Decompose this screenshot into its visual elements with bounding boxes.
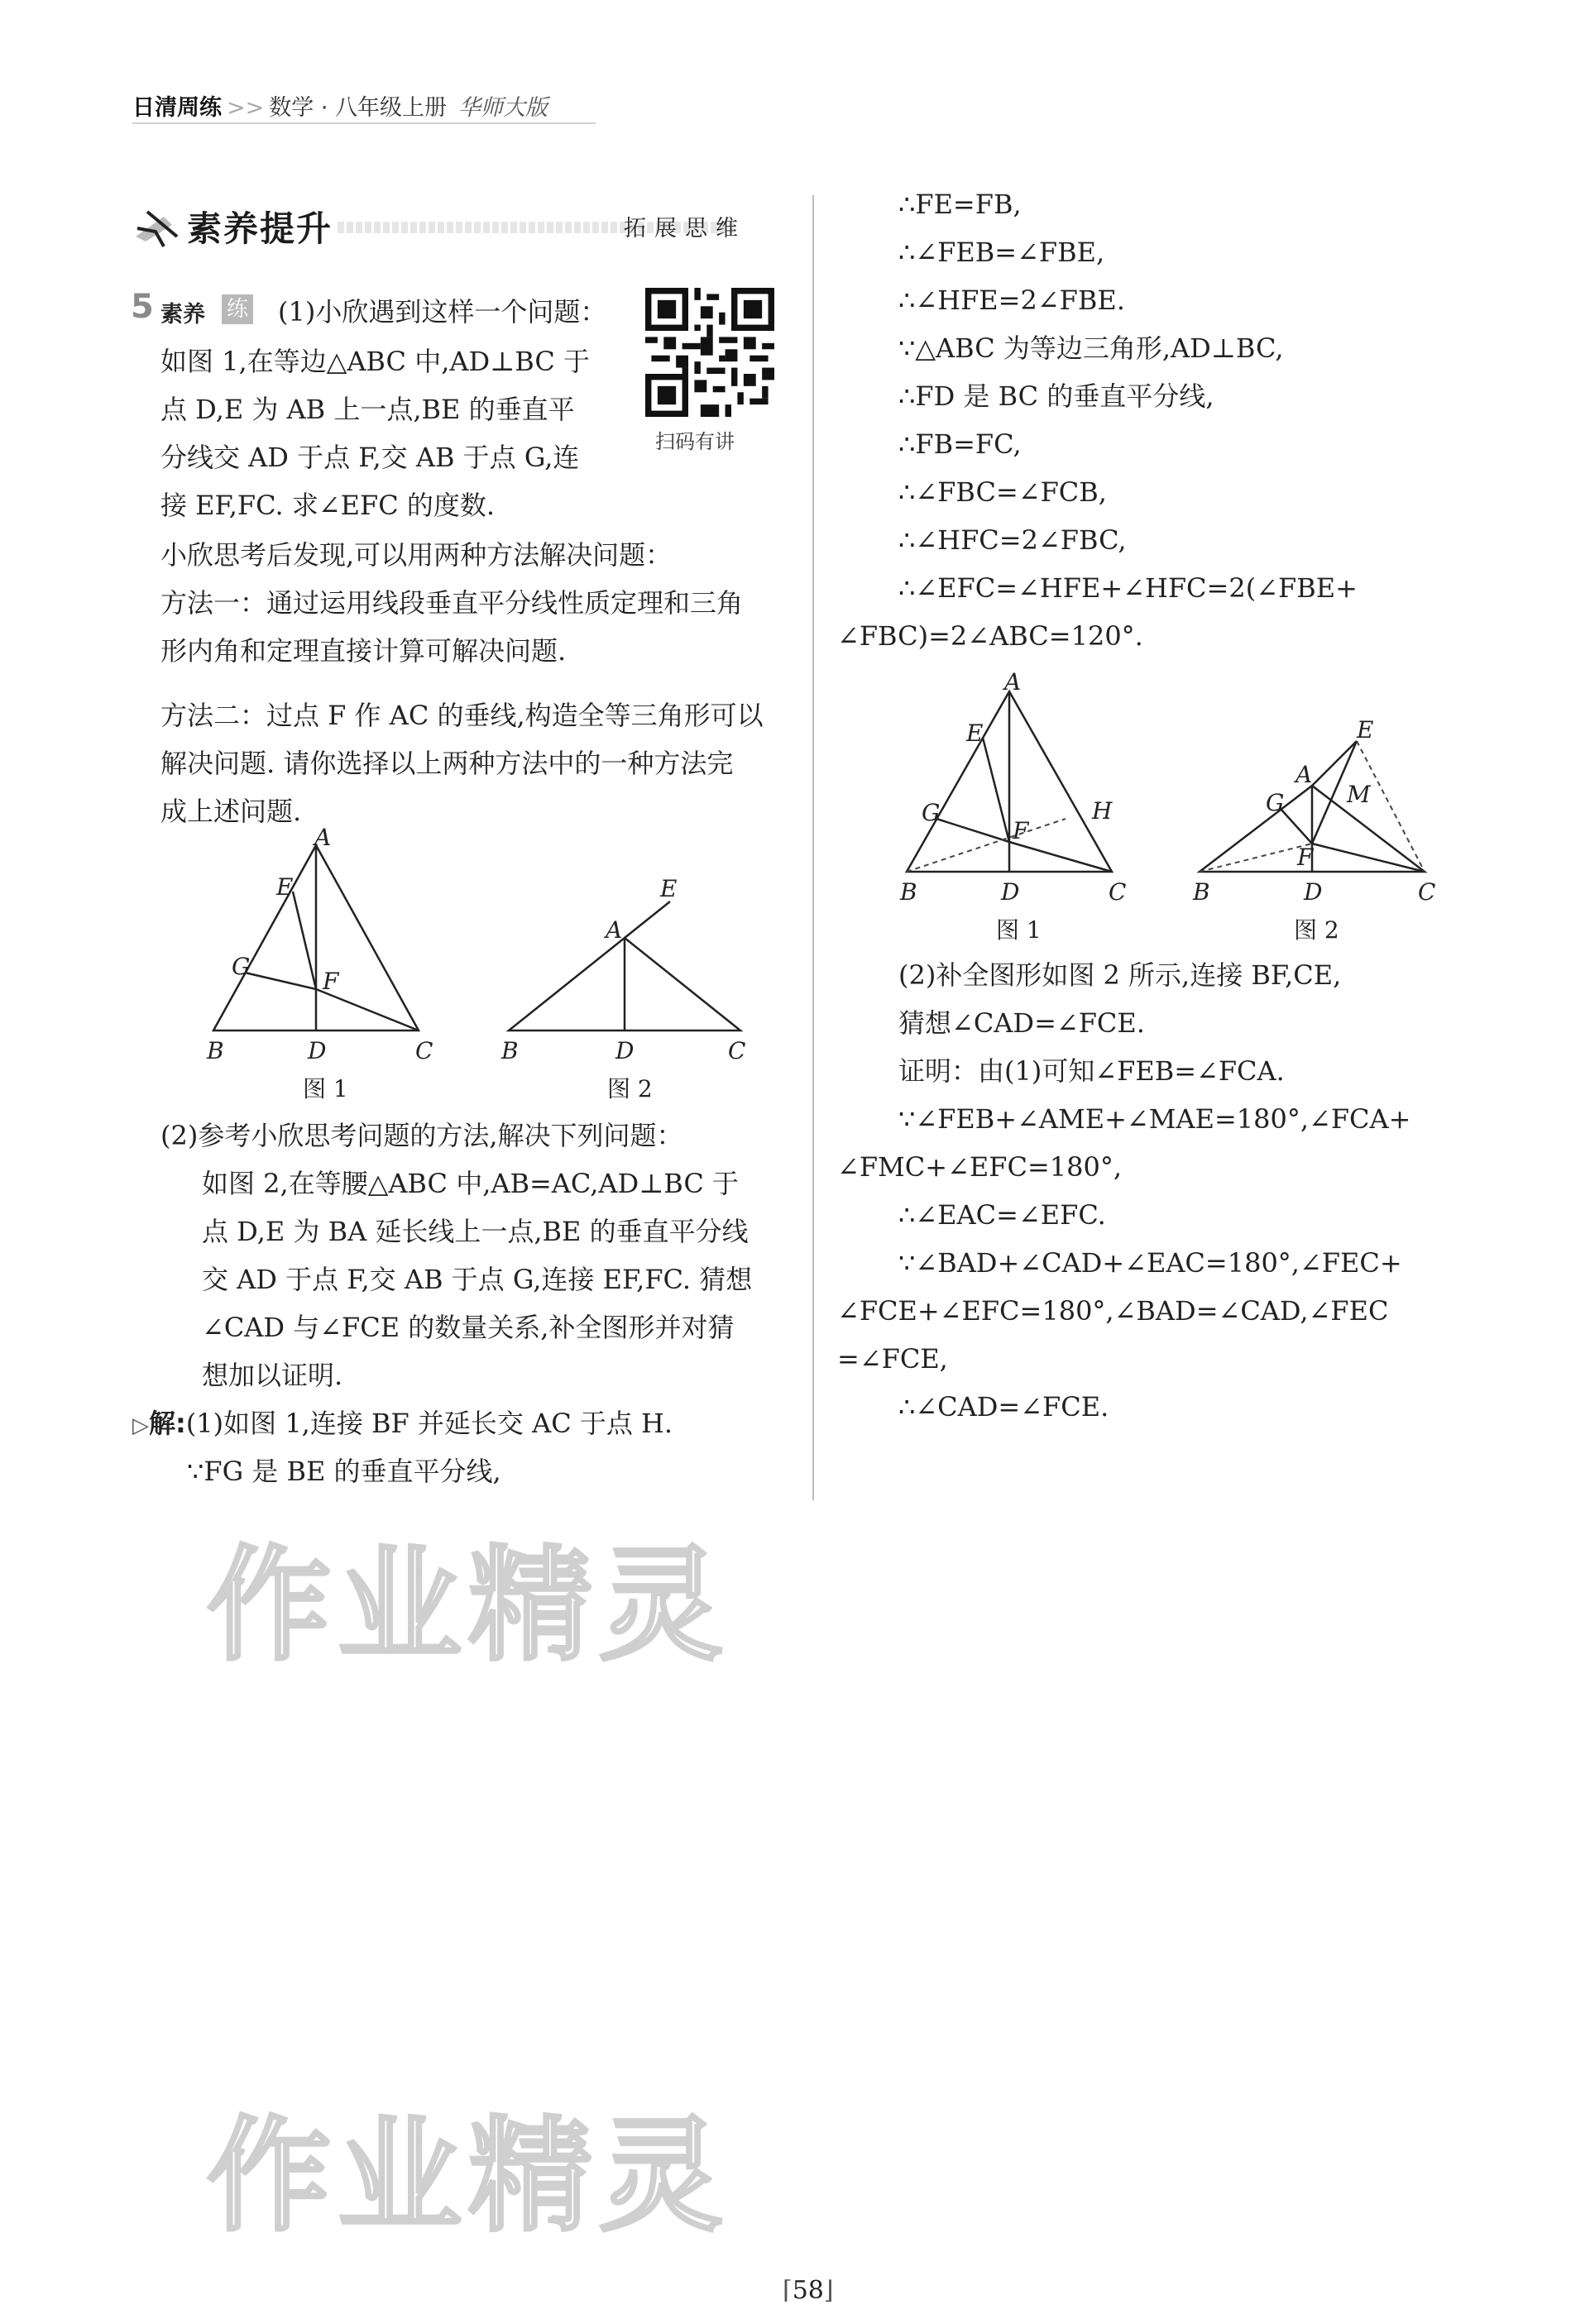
fig1-segment-gf [245, 973, 316, 989]
question-line: 成上述问题. [160, 796, 302, 827]
solution-line: ∵FG 是 BE 的垂直平分线, [187, 1456, 501, 1487]
label-M: M [1347, 781, 1371, 808]
solution-line: ∴FE=FB, [898, 189, 1022, 220]
question-label: 素养 [160, 302, 205, 328]
question-line: 点 D,E 为 AB 上一点,BE 的垂直平 [160, 394, 575, 425]
label-F: F [1013, 817, 1029, 844]
label-H: H [1092, 797, 1113, 825]
practice-badge: 练 [222, 294, 253, 324]
solution-line: ∴∠FEB=∠FBE, [898, 237, 1105, 268]
solution-line: ∵∠BAD+∠CAD+∠EAC=180°,∠FEC+ [898, 1247, 1402, 1279]
question-line: 如图 1,在等边△ABC 中,AD⊥BC 于 [160, 346, 590, 377]
book-subject: 数学 · 八年级上册 [269, 95, 447, 121]
label-A: A [1004, 668, 1022, 696]
solution-line: ∵△ABC 为等边三角形,AD⊥BC, [898, 332, 1284, 364]
header-rule [132, 122, 596, 124]
solution-line: ∴∠CAD=∠FCE. [898, 1391, 1109, 1423]
label-B: B [501, 1037, 519, 1064]
qr-caption: 扫码有讲 [655, 430, 735, 453]
r-fig1-caption: 图 1 [996, 916, 1042, 944]
solution-head [132, 1399, 673, 1450]
question-line: 方法一：通过运用线段垂直平分线性质定理和三角 [160, 587, 744, 619]
label-F: F [1297, 844, 1314, 871]
page-number: ⌈58⌋ [783, 2276, 834, 2305]
label-A: A [314, 827, 332, 851]
solution-line: ∴∠EFC=∠HFE+∠HFC=2(∠FBE+ [898, 572, 1358, 604]
fig1-segment-fc [316, 989, 419, 1030]
label-E: E [966, 720, 984, 747]
solution-line: ∴FD 是 BC 的垂直平分线, [898, 380, 1214, 412]
label-F: F [323, 968, 339, 995]
label-B: B [900, 878, 917, 906]
r-fig2-segment-gf [1281, 809, 1312, 844]
label-G: G [1266, 789, 1285, 816]
question-line: 形内角和定理直接计算可解决问题. [160, 635, 567, 667]
label-E: E [1357, 716, 1374, 744]
question-part2-line: ∠CAD 与∠FCE 的数量关系,补全图形并对猜 [202, 1312, 735, 1343]
label-C: C [1109, 878, 1127, 906]
r-fig1-segment-gf [936, 819, 1009, 842]
section-banner [131, 200, 793, 250]
page-number-value: 58 [792, 2276, 824, 2305]
running-header [132, 89, 548, 122]
r-fig2-extension [1312, 741, 1357, 786]
qr-code-icon[interactable] [645, 288, 774, 417]
column-divider [812, 195, 814, 1500]
solution-marker-icon: ▷ [132, 1413, 149, 1438]
question-line: 接 EF,FC. 求∠EFC 的度数. [160, 490, 496, 521]
right-figures [885, 662, 1530, 968]
solution-line: ∴∠FBC=∠FCB, [898, 476, 1107, 508]
r-fig1-segment-ef [983, 738, 1009, 842]
solution-line: (2)补全图形如图 2 所示,连接 BF,CE, [898, 959, 1342, 991]
solution-line: ∠FBC)=2∠ABC=120°. [837, 620, 1143, 652]
question-line: 分线交 AD 于点 F,交 AB 于点 G,连 [160, 442, 580, 473]
label-C: C [1418, 878, 1436, 906]
label-B: B [207, 1037, 224, 1064]
label-A: A [606, 916, 623, 944]
r-fig1-dashed-bh [907, 819, 1066, 872]
label-E: E [660, 875, 678, 902]
left-figures [199, 827, 794, 1108]
section-tag: 拓展思维 [624, 216, 746, 241]
r-fig2-caption: 图 2 [1294, 916, 1339, 944]
question-line: (1)小欣遇到这样一个问题： [278, 296, 607, 328]
question-number: 5 [131, 288, 154, 326]
question-line: 小欣思考后发现,可以用两种方法解决问题： [160, 539, 673, 571]
fig2-caption: 图 2 [607, 1075, 653, 1102]
label-D: D [1304, 878, 1323, 906]
fig1-segment-ef [293, 892, 316, 989]
question-line: 方法二：过点 F 作 AC 的垂线,构造全等三角形可以 [160, 700, 764, 731]
solution-line: ∴∠HFC=2∠FBC, [898, 524, 1127, 556]
solution-line: ∵∠FEB+∠AME+∠MAE=180°,∠FCA+ [898, 1103, 1411, 1135]
fig2-extension [625, 901, 670, 938]
label-D: D [615, 1037, 635, 1064]
watermark: 作业精灵 [207, 1534, 730, 1678]
pen-icon [131, 200, 185, 250]
question-part2-line: 交 AD 于点 F,交 AB 于点 G,连接 EF,FC. 猜想 [202, 1264, 753, 1295]
solution-line: ∴FB=FC, [898, 428, 1022, 460]
solution-line: ∴∠EAC=∠EFC. [898, 1199, 1106, 1231]
label-B: B [1193, 878, 1210, 906]
question-part2-line: (2)参考小欣思考问题的方法,解决下列问题： [160, 1120, 683, 1151]
label-G: G [922, 799, 941, 826]
header-separator-icon: >> [227, 95, 265, 121]
label-C: C [728, 1037, 746, 1064]
solution-line: ∠FMC+∠EFC=180°, [837, 1151, 1122, 1183]
question-part2-line: 点 D,E 为 BA 延长线上一点,BE 的垂直平分线 [202, 1216, 749, 1247]
label-A: A [1295, 761, 1313, 788]
fig1-caption: 图 1 [303, 1075, 348, 1102]
solution-line: =∠FCE, [837, 1343, 948, 1375]
solution-label: 解: [149, 1408, 186, 1439]
solution-line: (1)如图 1,连接 BF 并延长交 AC 于点 H. [185, 1408, 673, 1439]
question-line: 解决问题. 请你选择以上两种方法中的一种方法完 [160, 748, 734, 779]
label-E: E [276, 873, 294, 901]
section-title: 素养提升 [187, 208, 333, 249]
solution-line: 猜想∠CAD=∠FCE. [898, 1007, 1145, 1039]
question-part2-line: 如图 2,在等腰△ABC 中,AB=AC,AD⊥BC 于 [202, 1168, 740, 1199]
question-part2-line: 想加以证明. [202, 1360, 343, 1391]
solution-line: ∠FCE+∠EFC=180°,∠BAD=∠CAD,∠FEC [837, 1295, 1389, 1327]
label-G: G [232, 953, 251, 980]
label-D: D [308, 1037, 327, 1064]
book-edition: 华师大版 [458, 95, 548, 121]
label-C: C [415, 1037, 433, 1064]
solution-line: ∴∠HFE=2∠FBE. [898, 285, 1125, 316]
watermark: 作业精灵 [207, 2105, 730, 2249]
label-D: D [1001, 878, 1020, 906]
book-brand: 日清周练 [132, 95, 222, 121]
solution-line: 证明：由(1)可知∠FEB=∠FCA. [898, 1055, 1285, 1087]
